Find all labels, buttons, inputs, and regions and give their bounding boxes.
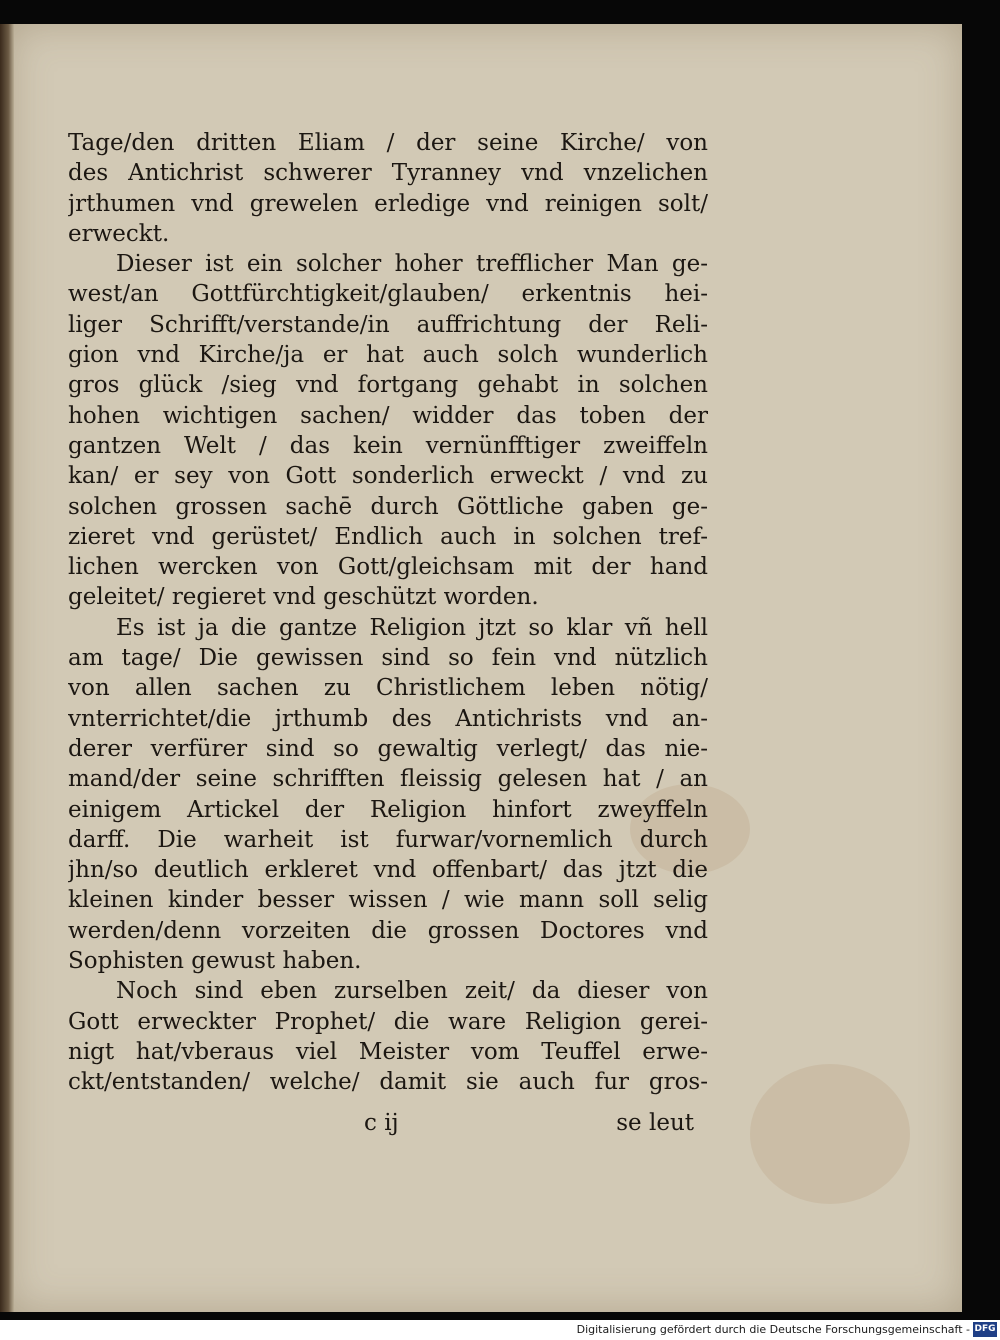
text-line: werden/denn vorzeiten die grossen Doctores vnd bbox=[68, 917, 708, 944]
text-line: gros glück /sieg vnd fortgang gehabt in solchen bbox=[68, 372, 708, 399]
catchword: se leut bbox=[616, 1110, 694, 1136]
paper-stain bbox=[750, 1064, 910, 1204]
text-line: liger Schrifft/verstande/in auffrichtung der Reli- bbox=[68, 311, 708, 338]
text-line: kleinen kinder besser wissen / wie mann soll selig bbox=[68, 887, 708, 914]
page-text bbox=[68, 128, 708, 1098]
text-line: zieret vnd gerüstet/ Endlich auch in solchen tref- bbox=[68, 523, 708, 550]
text-line: geleitet/ regieret vnd geschützt worden. bbox=[68, 584, 539, 611]
text-line: erweckt. bbox=[68, 220, 170, 247]
text-line: gion vnd Kirche/ja er hat auch solch wunderlich bbox=[68, 342, 708, 369]
text-line: Noch sind eben zurselben zeit/ da dieser von bbox=[116, 978, 708, 1005]
text-line: gantzen Welt / das kein vernünfftiger zweiffeln bbox=[68, 432, 708, 459]
text-line: hohen wichtigen sachen/ widder das toben der bbox=[68, 402, 708, 429]
text-line: mand/der seine schrifften fleissig gelesen hat / an bbox=[68, 766, 708, 793]
text-line: Sophisten gewust haben. bbox=[68, 948, 362, 975]
text-line: Gott erweckter Prophet/ die ware Religion gerei- bbox=[68, 1008, 708, 1035]
text-line: solchen grossen sachē durch Göttliche gaben ge- bbox=[68, 493, 708, 520]
credit-bar bbox=[0, 1320, 1000, 1340]
text-line: ckt/entstanden/ welche/ damit sie auch fur gros- bbox=[68, 1069, 708, 1096]
text-line: jhn/so deutlich erkleret vnd offenbart/ das jtzt die bbox=[68, 857, 708, 884]
text-line: nigt hat/vberaus viel Meister vom Teuffel erwe- bbox=[68, 1038, 708, 1065]
page-footer bbox=[68, 1110, 708, 1144]
page-binding-edge bbox=[0, 24, 14, 1312]
dfg-logo-icon: DFG bbox=[973, 1322, 997, 1337]
text-line: jrthumen vnd grewelen erledige vnd reinigen solt/ bbox=[68, 190, 708, 217]
text-line: vnterrichtet/die jrthumb des Antichrists vnd an- bbox=[68, 705, 708, 732]
text-line: derer verfürer sind so gewaltig verlegt/ das nie- bbox=[68, 735, 708, 762]
text-line: von allen sachen zu Christlichem leben nötig/ bbox=[68, 675, 708, 702]
text-line: des Antichrist schwerer Tyranney vnd vnzelichen bbox=[68, 160, 708, 187]
text-line: am tage/ Die gewissen sind so fein vnd nützlich bbox=[68, 645, 708, 672]
text-line: darff. Die warheit ist furwar/vornemlich durch bbox=[68, 826, 708, 853]
funding-credit: Digitalisierung gefördert durch die Deutsche Forschungsgemeinschaft - bbox=[576, 1323, 970, 1336]
text-line: Es ist ja die gantze Religion jtzt so klar vñ hell bbox=[116, 614, 708, 641]
text-line: Dieser ist ein solcher hoher trefflicher Man ge- bbox=[116, 251, 708, 278]
text-line: west/an Gottfürchtigkeit/glauben/ erkentnis hei- bbox=[68, 281, 708, 308]
text-line: lichen wercken von Gott/gleichsam mit der hand bbox=[68, 554, 708, 581]
text-line: Tage/den dritten Eliam / der seine Kirche/ von bbox=[68, 130, 708, 156]
text-line: kan/ er sey von Gott sonderlich erweckt / vnd zu bbox=[68, 463, 708, 490]
text-line: einigem Artickel der Religion hinfort zweyffeln bbox=[68, 796, 708, 823]
signature-mark: c ij bbox=[364, 1110, 399, 1136]
